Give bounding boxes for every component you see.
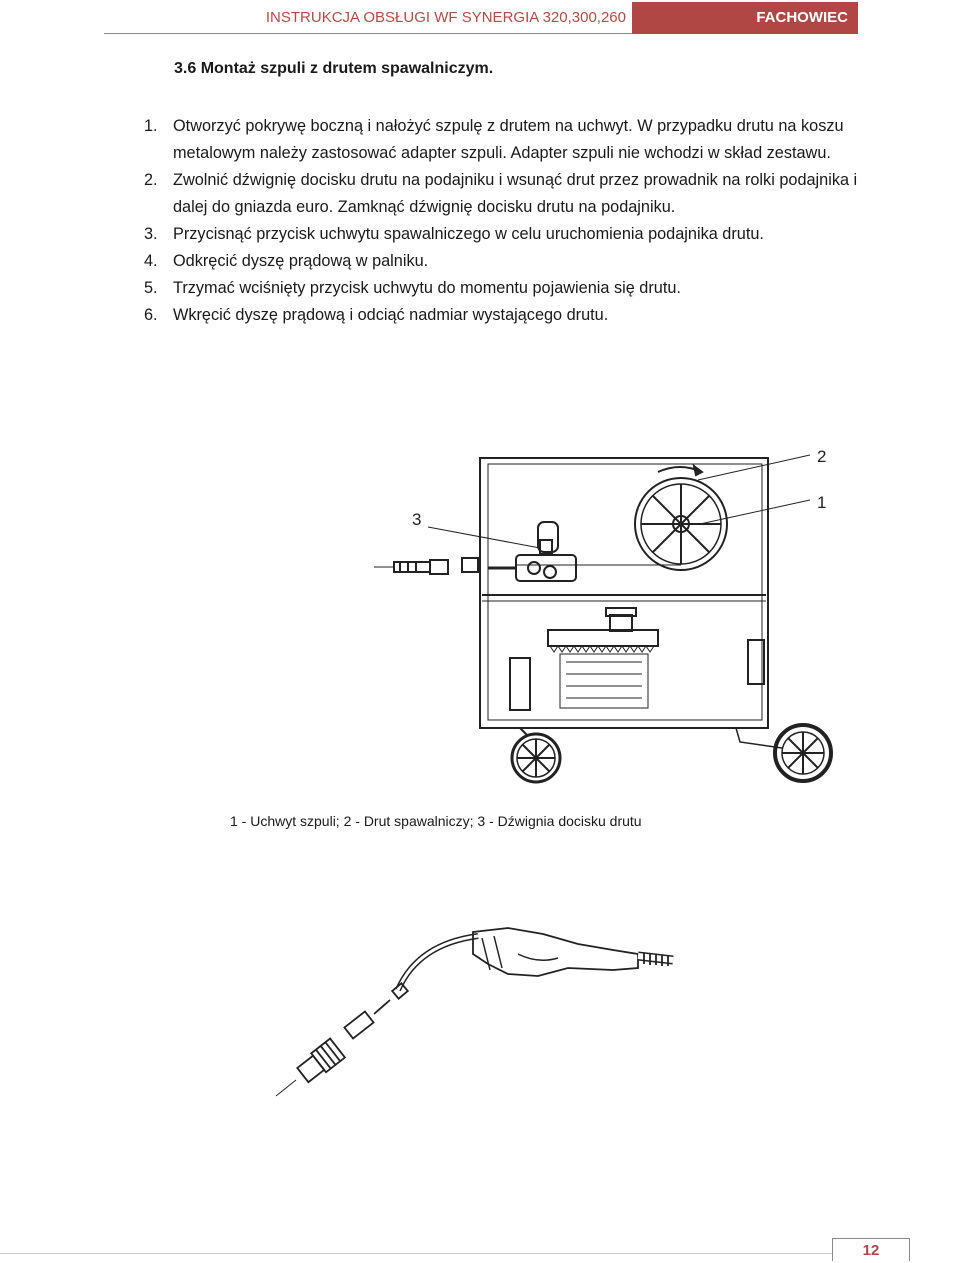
transformer-top (548, 630, 658, 646)
step-number: 1. (144, 117, 158, 135)
steps-list (144, 113, 864, 329)
step-text: Zwolnić dźwignię docisku drutu na podajniku i wsunąć drut przez prowadnik na rolki podajnika i dalej do gniazda euro. Zamknąć dźwignię docisku drutu na podajniku. (173, 171, 858, 216)
gas-nozzle (295, 1039, 344, 1085)
contact-tip (344, 1011, 373, 1038)
welding-torch-diagram (268, 924, 708, 1104)
step-item (144, 248, 864, 275)
step-text: Wkręcić dyszę prądową i odciąć nadmiar wystającego drutu. (173, 306, 609, 324)
page-number: 12 (832, 1238, 910, 1261)
step-text: Przycisnąć przycisk uchwytu spawalniczego w celu uruchomienia podajnika drutu. (173, 225, 764, 243)
step-number: 4. (144, 252, 158, 270)
step-number: 5. (144, 279, 158, 297)
header-tag: FACHOWIEC (632, 2, 858, 34)
section-title: 3.6 Montaż szpuli z drutem spawalniczym. (174, 60, 494, 77)
spool-holder (635, 478, 727, 570)
step-text: Trzymać wciśnięty przycisk uchwytu do momentu pojawienia się drutu. (173, 279, 681, 297)
step-item (144, 302, 864, 329)
cabinet-frame (480, 458, 768, 728)
step-number: 2. (144, 171, 158, 189)
step-text: Otworzyć pokrywę boczną i nałożyć szpulę z drutem na uchwyt. W przypadku drutu na koszu metalowym należy zastosować adapter szpuli. Adapter szpuli nie wchodzi w skład zestawu. (173, 117, 844, 162)
front-wheel (512, 734, 560, 782)
step-item (144, 221, 864, 248)
step-number: 6. (144, 306, 158, 324)
control-board (510, 658, 530, 710)
callout-3: 3 (412, 510, 422, 529)
step-number: 3. (144, 225, 158, 243)
step-item (144, 167, 864, 221)
rear-wheel (775, 725, 831, 781)
figure-caption: 1 - Uchwyt szpuli; 2 - Drut spawalniczy; 3 - Dźwignia docisku drutu (230, 813, 642, 829)
euro-connector (374, 560, 448, 574)
step-item (144, 113, 864, 167)
welder-spool-diagram (370, 440, 840, 790)
callout-2: 2 (817, 447, 827, 466)
callout-1: 1 (817, 493, 827, 512)
footer-rule (0, 1253, 832, 1254)
step-text: Odkręcić dyszę prądową w palniku. (173, 252, 429, 270)
page-header (104, 2, 858, 34)
header-title: INSTRUKCJA OBSŁUGI WF SYNERGIA 320,300,260 (265, 9, 626, 26)
step-item (144, 275, 864, 302)
